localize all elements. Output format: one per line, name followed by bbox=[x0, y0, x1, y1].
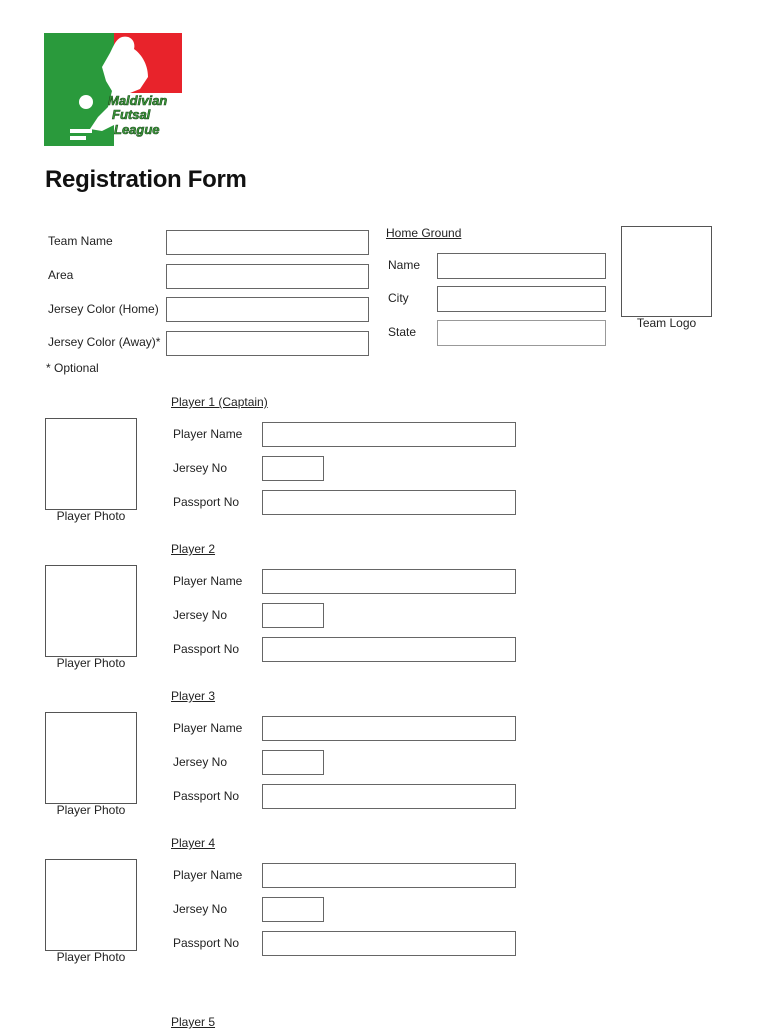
jersey-no-field[interactable] bbox=[262, 603, 324, 628]
player-photo-box[interactable] bbox=[45, 418, 137, 510]
jersey-no-label: Jersey No bbox=[173, 902, 228, 916]
jersey-away-label: Jersey Color (Away)* bbox=[48, 335, 161, 349]
jersey-home-label: Jersey Color (Home) bbox=[48, 302, 159, 316]
passport-no-field[interactable] bbox=[262, 637, 516, 662]
jersey-no-field[interactable] bbox=[262, 750, 324, 775]
ground-name-field[interactable] bbox=[437, 253, 606, 279]
jersey-no-label: Jersey No bbox=[173, 755, 228, 769]
player-name-label: Player Name bbox=[173, 574, 243, 588]
ground-state-label: State bbox=[388, 325, 417, 339]
passport-no-field[interactable] bbox=[262, 784, 516, 809]
ground-city-label: City bbox=[388, 291, 409, 305]
page-title: Registration Form bbox=[45, 166, 247, 193]
player-photo-box[interactable] bbox=[45, 859, 137, 951]
jersey-no-label: Jersey No bbox=[173, 461, 228, 475]
passport-no-label: Passport No bbox=[173, 789, 240, 803]
jersey-no-label: Jersey No bbox=[173, 608, 228, 622]
passport-no-field[interactable] bbox=[262, 931, 516, 956]
ground-state-field[interactable] bbox=[437, 320, 606, 346]
logo-line-3: League bbox=[114, 122, 160, 137]
player-heading: Player 4 bbox=[171, 836, 216, 850]
league-logo-graphic bbox=[44, 33, 182, 146]
optional-note: * Optional bbox=[46, 361, 99, 375]
area-label: Area bbox=[48, 268, 74, 282]
player-photo-box[interactable] bbox=[45, 712, 137, 804]
jersey-away-field[interactable] bbox=[166, 331, 369, 356]
home-ground-heading: Home Ground bbox=[386, 226, 462, 240]
player-name-field[interactable] bbox=[262, 716, 516, 741]
area-field[interactable] bbox=[166, 264, 369, 289]
jersey-no-field[interactable] bbox=[262, 897, 324, 922]
team-logo-caption: Team Logo bbox=[636, 316, 697, 330]
player-name-label: Player Name bbox=[173, 868, 243, 882]
passport-no-label: Passport No bbox=[173, 495, 240, 509]
team-logo-box[interactable] bbox=[621, 226, 712, 317]
team-name-field[interactable] bbox=[166, 230, 369, 255]
player-section-2 bbox=[0, 542, 768, 682]
jersey-no-field[interactable] bbox=[262, 456, 324, 481]
logo-line-1: Maldivian bbox=[108, 93, 168, 108]
jersey-home-field[interactable] bbox=[166, 297, 369, 322]
logo-line-2: Futsal bbox=[112, 107, 151, 122]
passport-no-label: Passport No bbox=[173, 642, 240, 656]
player-section-3 bbox=[0, 689, 768, 829]
ground-name-label: Name bbox=[388, 258, 421, 272]
player-photo-caption: Player Photo bbox=[56, 509, 126, 523]
player-name-field[interactable] bbox=[262, 863, 516, 888]
player-photo-caption: Player Photo bbox=[56, 950, 126, 964]
player-section-4 bbox=[0, 836, 768, 976]
ground-city-field[interactable] bbox=[437, 286, 606, 312]
player-heading: Player 2 bbox=[171, 542, 216, 556]
player-photo-box[interactable] bbox=[45, 565, 137, 657]
player-heading: Player 3 bbox=[171, 689, 216, 703]
league-logo bbox=[44, 33, 182, 146]
player-photo-caption: Player Photo bbox=[56, 803, 126, 817]
player-photo-caption: Player Photo bbox=[56, 656, 126, 670]
player-heading: Player 1 (Captain) bbox=[171, 395, 268, 409]
player-name-label: Player Name bbox=[173, 427, 243, 441]
player-heading-5: Player 5 bbox=[171, 1015, 216, 1029]
passport-no-field[interactable] bbox=[262, 490, 516, 515]
passport-no-label: Passport No bbox=[173, 936, 240, 950]
player-section-1 bbox=[0, 395, 768, 535]
player-name-label: Player Name bbox=[173, 721, 243, 735]
player-name-field[interactable] bbox=[262, 422, 516, 447]
player-name-field[interactable] bbox=[262, 569, 516, 594]
team-name-label: Team Name bbox=[48, 234, 113, 248]
